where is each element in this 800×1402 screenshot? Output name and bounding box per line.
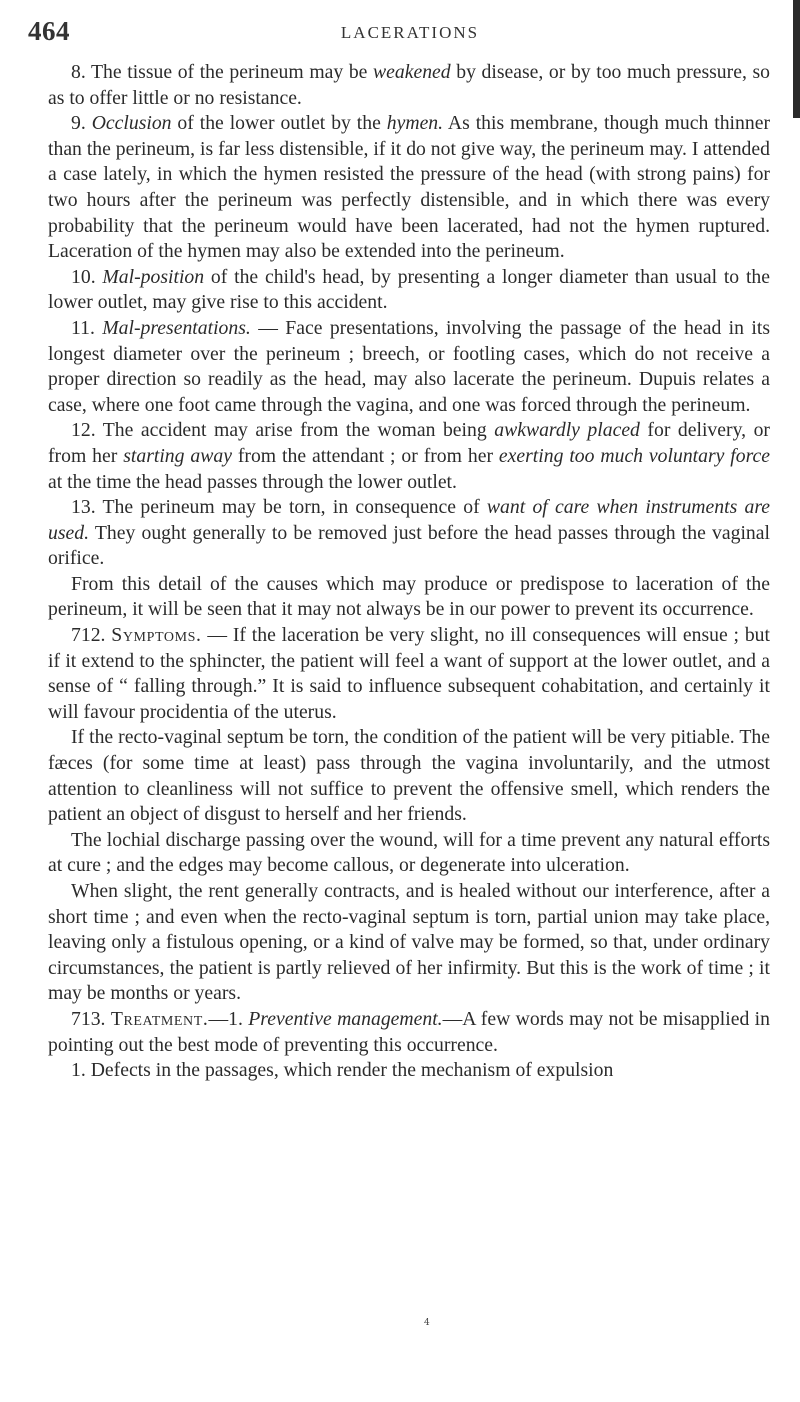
italic-text: starting away — [123, 444, 232, 467]
paragraph — [48, 111, 770, 265]
text-run: for delivery, or from her — [48, 419, 770, 467]
italic-text: Mal-presentations. — [102, 316, 251, 339]
text-run: 1. Defects in the passages, which render the mechanism of expulsion — [71, 1059, 614, 1082]
italic-text: Mal-position — [102, 265, 205, 288]
text-run: From this detail of the causes which may produce or predispose to laceration of the perineum, it will be seen that it may not always be in our power to prevent its occurrence. — [48, 572, 770, 621]
italic-text: weakened — [373, 61, 451, 83]
running-title: LACERATIONS — [340, 23, 480, 42]
italic-text: want of care when instruments are used. — [48, 496, 771, 544]
text-run: If the recto-vaginal septum be torn, the condition of the patient will be very pitiable. The fæces (for some time at least) pass through the vagina involuntarily, and the utmost attention to cleanliness will not suffice to prevent the offensive smell, which renders the patient an object of disgust to herself and her friends. — [48, 726, 770, 826]
text-run: The lochial discharge passing over the wound, will for a time prevent any natural efforts at cure ; and the edges may become callous, or degenerate into ulceration. — [48, 828, 770, 877]
italic-text: awkwardly placed — [494, 419, 640, 442]
paragraph — [48, 623, 770, 725]
text-run: 8. The tissue of the perineum may be — [71, 61, 374, 83]
text-run: from the attendant ; or from her — [231, 444, 499, 467]
page-header — [0, 16, 800, 56]
text-run: 13. The perineum may be torn, in consequence of — [71, 496, 487, 519]
small-caps-heading: Symptoms. — [111, 624, 202, 647]
page-number: 464 — [28, 16, 70, 46]
text-run: of the lower outlet by the — [171, 112, 387, 135]
paragraph — [48, 265, 770, 316]
text-run: When slight, the rent generally contracts, and is healed without our interference, after a short time ; and even when the recto-vaginal septum is torn, partial union may take place, leaving only a fistulous opening, or a kind of valve may be formed, so that, under ordinary circumstances, the patient is partly relieved of her infirmity. But this is the work of time ; it may be months or years. — [48, 880, 770, 1005]
paragraph — [48, 572, 770, 623]
paragraph — [48, 828, 770, 879]
text-run: at the time the head passes through the lower outlet. — [48, 470, 457, 493]
text-run: —1. — [208, 1007, 249, 1030]
text-run: —A few words may not be misapplied in pointing out the best mode of preventing this occurrence. — [48, 1007, 770, 1056]
text-run: — If the laceration be very slight, no ill consequences will ensue ; but if it extend to the sphincter, the patient will feel a want of support at the lower outlet, and a sense of “ falling through.” It is said to influence subsequent cohabitation, and certainly it will favour procidentia of the uterus. — [48, 624, 770, 723]
text-run: 11. — [71, 316, 103, 339]
small-caps-heading: Treatment. — [110, 1007, 209, 1030]
body-text — [48, 60, 770, 1084]
text-run: of the child's head, by presenting a longer diameter than usual to the lower outlet, may give rise to this accident. — [48, 265, 770, 314]
paragraph — [48, 1058, 770, 1084]
paragraph — [48, 879, 770, 1007]
paragraph — [48, 725, 770, 827]
italic-text: Preventive management. — [248, 1007, 443, 1030]
paragraph — [48, 316, 770, 418]
italic-text: Occlusion — [91, 112, 172, 135]
text-run: They ought generally to be removed just before the head passes through the vaginal orifice. — [48, 521, 770, 570]
text-run: 713. — [71, 1007, 111, 1030]
paragraph — [48, 418, 770, 495]
paragraph — [48, 1007, 770, 1058]
paragraph — [48, 60, 770, 111]
text-run: — Face presentations, involving the passage of the head in its longest diameter over the perineum ; breech, or footling cases, which do not receive a proper direction so readily as the head, may also lacerate the perineum. Dupuis relates a case, where one foot came through the vagina, and one was forced through the perineum. — [48, 316, 770, 416]
footer-mark: 4 — [424, 1318, 430, 1328]
text-run: 712. — [71, 624, 112, 647]
text-run: 10. — [71, 265, 103, 288]
text-run: 12. The accident may arise from the woman being — [71, 419, 495, 442]
italic-text: exerting too much voluntary force — [498, 444, 770, 467]
italic-text: hymen. — [386, 112, 444, 135]
text-run: by disease, or by too much pressure, so as to offer little or no resistance. — [48, 61, 770, 109]
paragraph — [48, 495, 770, 572]
text-run: 9. — [71, 112, 92, 135]
text-run: As this membrane, though much thinner than the perineum, is far less distensible, if it do not give way, the perineum may. I attended a case lately, in which the hymen resisted the pressure of the head (with strong pains) for two hours after the perineum was perfectly distensible, and in which there was every probability that the perineum would have been lacerated, had not the hymen ruptured. Laceration of the hymen may also be extended into the perineum. — [48, 112, 770, 263]
